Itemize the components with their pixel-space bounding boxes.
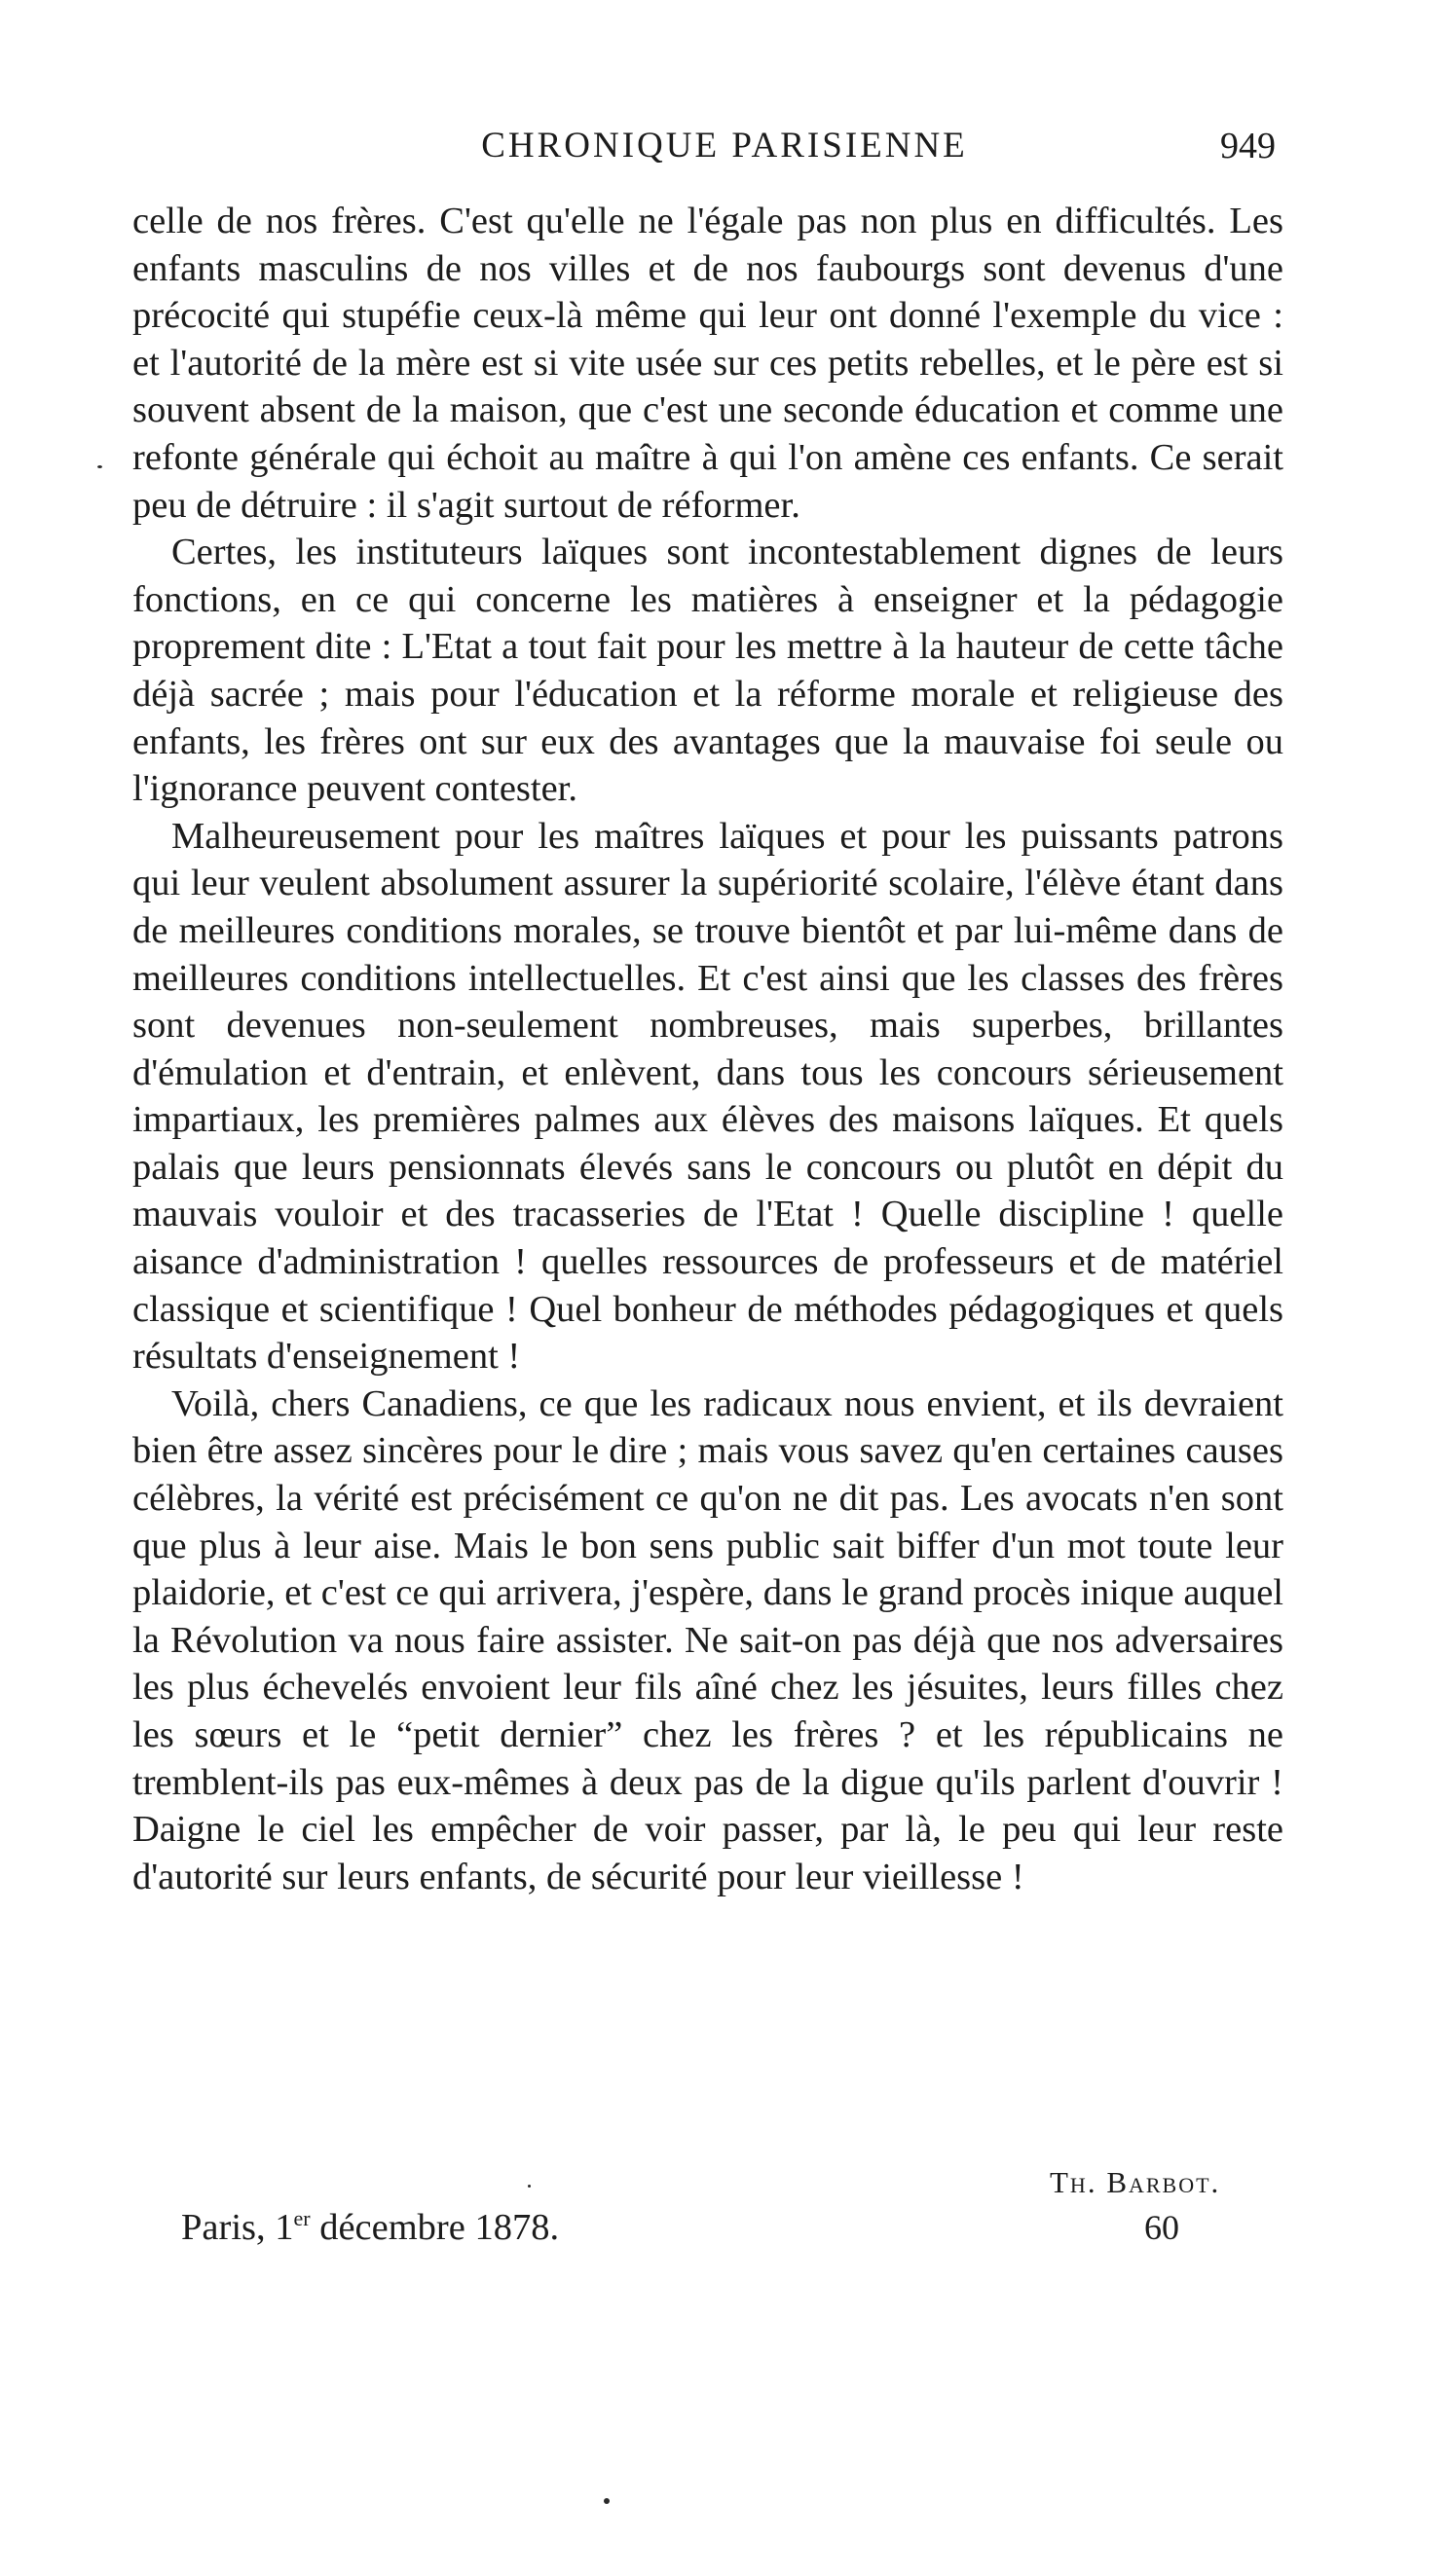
author-signature: Th. Barbot. — [1050, 2165, 1221, 2199]
page-number: 949 — [1220, 126, 1276, 166]
ink-speck — [604, 2498, 610, 2504]
dateline-ordinal: er — [293, 2206, 311, 2230]
paragraph-continuation: celle de nos frères. C'est qu'elle ne l'égale pas non plus en difficultés. Les enfants masculins de nos villes et de nos faubourgs sont devenus d'une précocité qui stupéfie ceux-là même qui leur ont donné l'exemple du vice : et l'autorité de la mère est si vite usée sur ces petits rebelles, et le père est si souvent absent de la maison, que c'est une seconde éducation et comme une refonte générale qui échoit au maître à qui l'on amène ces enfants. Ce serait peu de détruire : il s'agit surtout de réformer. — [132, 201, 1283, 526]
paragraph-malheureusement: Malheureusement pour les maîtres laïques et pour les puissants patrons qui leur veulent absolument assurer la supériorité scolaire, l'élève étant dans de meilleures conditions morales, se trouve bientôt et par lui-même dans de meilleures conditions intellectuelles. Et c'est ainsi que les classes des frères sont devenues non-seulement nombreuses, mais superbes, brillantes d'émulation et d'entrain, et enlèvent, dans tous les concours sérieusement impartiaux, les premières palmes aux élèves des maisons laïques. Et quels palais que leurs pensionnats élevés sans le concours ou plutôt en dépit du mauvais vouloir et des tracasseries de l'Etat ! Quelle discipline ! quelle aisance d'administration ! quelles ressources de professeurs et de matériel classique et scientifique ! Quel bonheur de méthodes pédagogiques et quels résultats d'enseignement ! — [132, 815, 1283, 1378]
signature-mark-number: 60 — [1144, 2208, 1179, 2247]
dateline-place: Paris, 1 — [181, 2207, 294, 2248]
dateline — [181, 2204, 559, 2251]
paragraph-instituteurs: Certes, les instituteurs laïques sont incontestablement dignes de leurs fonctions, en ce qui concerne les matières à enseigner et la pédagogie proprement dite : L'Etat a tout fait pour les mettre à la hauteur de cette tâche déjà sacrée ; mais pour l'éducation et la réforme morale et religieuse des enfants, les frères ont sur eux des avantages que la mauvaise foi seule ou l'ignorance peuvent contester. — [132, 532, 1283, 810]
paragraph-voila: Voilà, chers Canadiens, ce que les radicaux nous envient, et ils devraient bien être assez sincères pour le dire ; mais vous savez qu'en certaines causes célèbres, la vérité est précisément ce qu'on ne dit pas. Les avocats n'en sont que plus à leur aise. Mais le bon sens public sait biffer d'un mot toute leur plaidorie, et c'est ce qui arrivera, j'espère, dans le grand procès inique auquel la Révolution va nous faire assister. Ne sait-on pas déjà que nos adversaires les plus échevelés envoient leur fils aîné chez les jésuites, leurs filles chez les sœurs et le “petit dernier” chez les frères ? et les républicains ne tremblent-ils pas eux-mêmes à deux pas de la digue qu'ils parlent d'ouvrir ! Daigne le ciel les empêcher de voir passer, par là, le peu qui leur reste d'autorité sur leurs enfants, de sécurité pour leur vieillesse ! — [132, 1382, 1283, 1897]
running-head — [0, 122, 1449, 170]
ink-speck — [97, 465, 102, 468]
ink-speck — [528, 2185, 531, 2188]
dateline-date: décembre 1878. — [310, 2207, 560, 2248]
running-title: CHRONIQUE PARISIENNE — [481, 126, 968, 166]
body-text — [132, 198, 1283, 1900]
